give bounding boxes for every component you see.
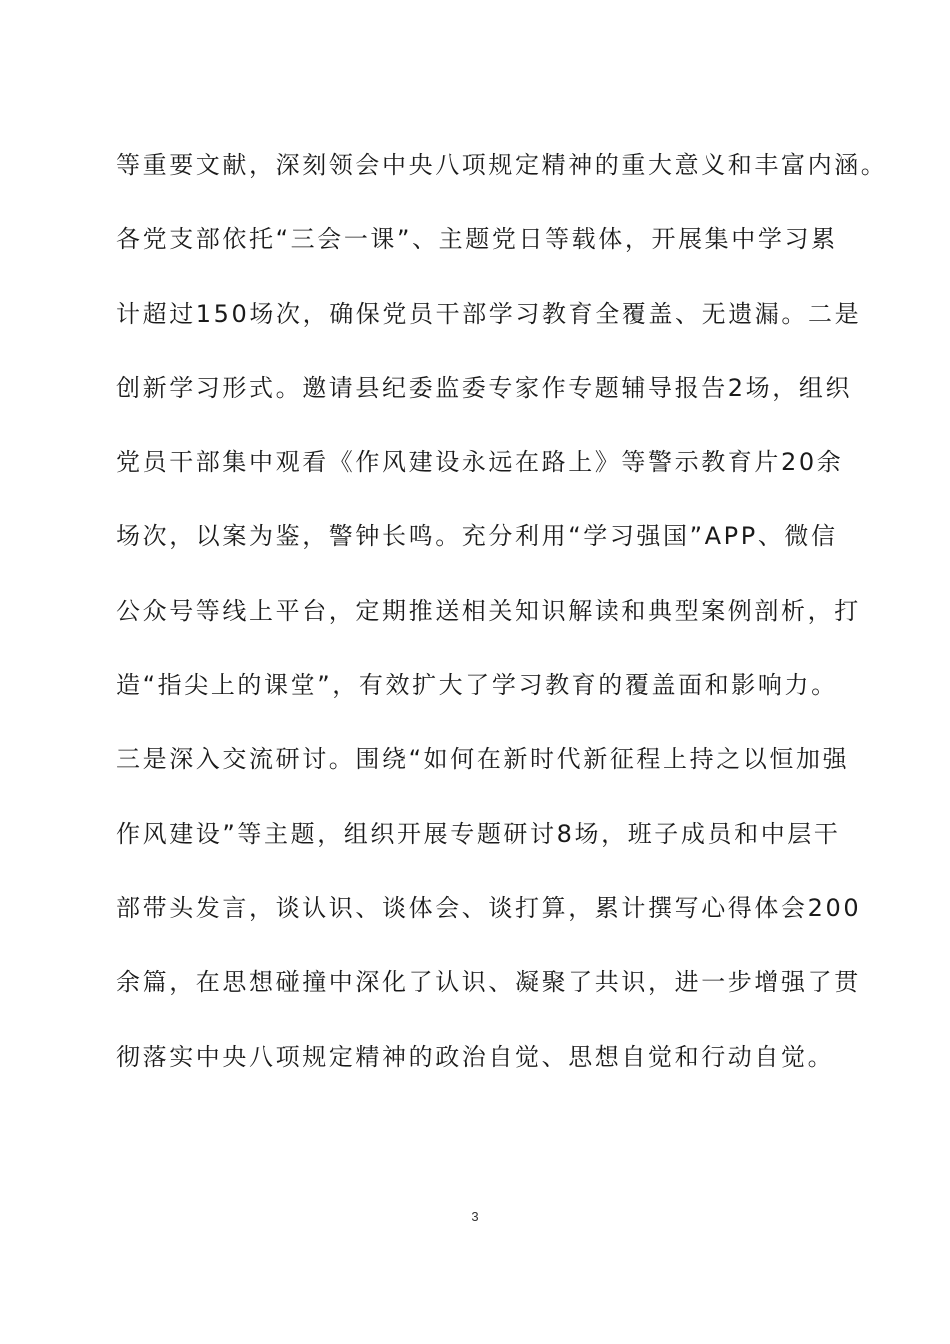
text-line-1: 等重要文献，深刻领会中央八项规定精神的重大意义和丰富内涵。 xyxy=(116,151,888,179)
text-line-10: 作风建设”等主题，组织开展专题研讨8场，班子成员和中层干 xyxy=(116,819,841,848)
body-paragraph xyxy=(116,140,888,1106)
text-line-2: 各党支部依托“三会一课”、主题党日等载体，开展集中学习累 xyxy=(116,225,838,254)
page-number: 3 xyxy=(471,1209,479,1224)
text-line-9: 三是深入交流研讨。围绕“如何在新时代新征程上持之以恒加强 xyxy=(116,745,850,774)
text-line-13: 彻落实中央八项规定精神的政治自觉、思想自觉和行动自觉。 xyxy=(116,1042,835,1071)
text-line-5: 党员干部集中观看《作风建设永远在路上》等警示教育片20余 xyxy=(116,448,844,477)
text-line-7: 公众号等线上平台，定期推送相关知识解读和典型案例剖析，打 xyxy=(116,596,861,625)
text-line-4: 创新学习形式。邀请县纪委监委专家作专题辅导报告2场，组织 xyxy=(116,373,853,402)
text-line-12: 余篇，在思想碰撞中深化了认识、凝聚了共识，进一步增强了贯 xyxy=(116,968,861,997)
text-line-11: 部带头发言，谈认识、谈体会、谈打算，累计撰写心得体会200 xyxy=(116,893,862,922)
text-line-8: 造“指尖上的课堂”，有效扩大了学习教育的覆盖面和影响力。 xyxy=(116,671,838,700)
text-line-6: 场次，以案为鉴，警钟长鸣。充分利用“学习强国”APP、微信 xyxy=(116,522,838,551)
text-line-3: 计超过150场次，确保党员干部学习教育全覆盖、无遗漏。二是 xyxy=(116,299,862,328)
